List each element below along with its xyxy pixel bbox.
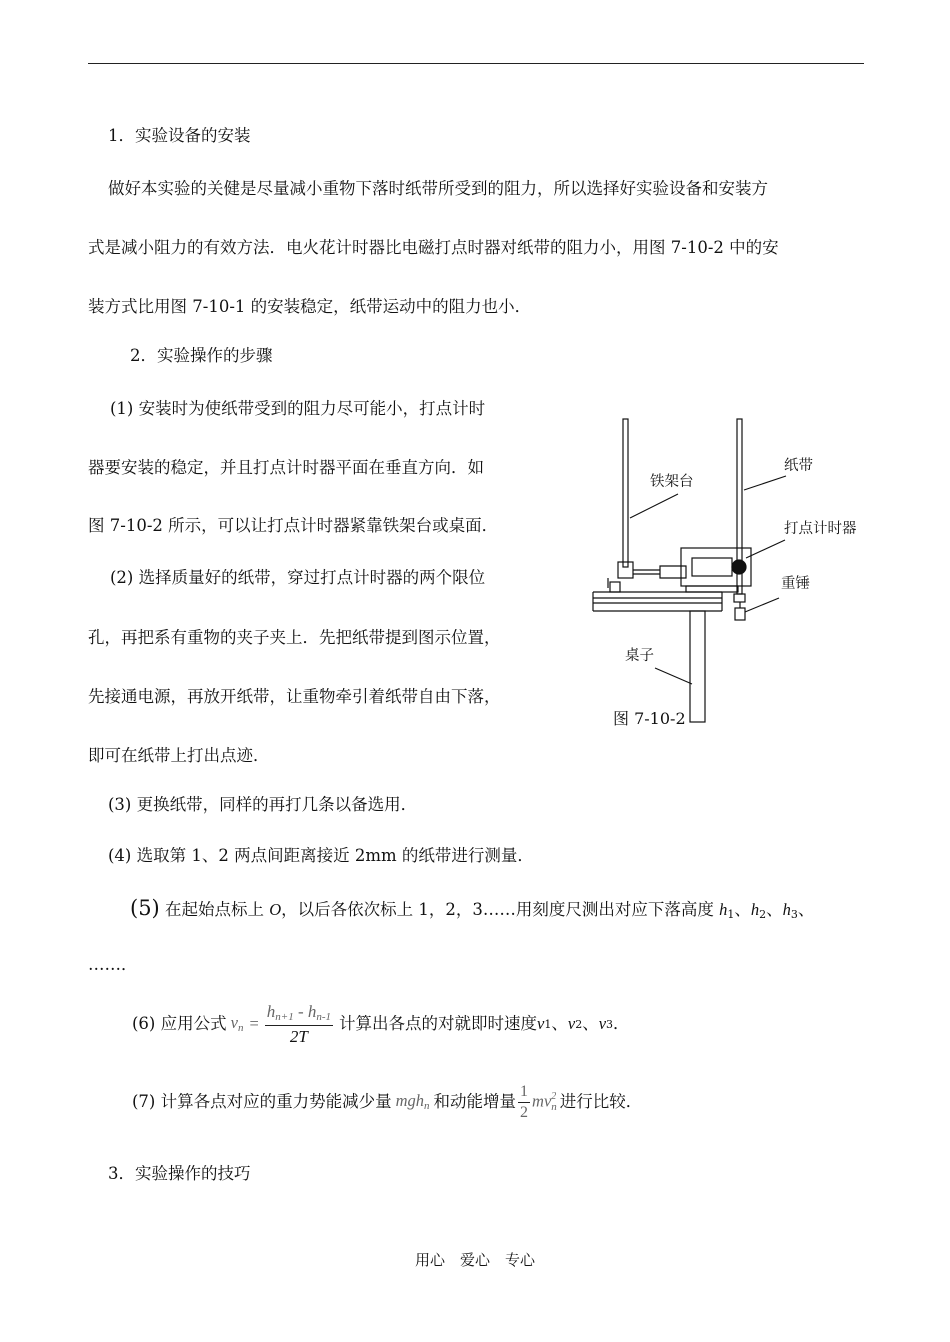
step-2-line-4: 即可在纸带上打出点迹． (88, 746, 270, 765)
step-5-h3-sub: 3 (790, 908, 798, 921)
step-5-h1: h (719, 900, 728, 919)
footer: 用心 爱心 专心 (414, 1251, 535, 1269)
v1-sub: 1 (544, 1017, 552, 1031)
step-2-line-2: 孔，再把系有重物的夹子夹上．先把纸带提到图示位置， (88, 628, 501, 647)
para-1-line-2: 式是减小阻力的有效方法．电火花计时器比电磁打点时器对纸带的阻力小，用图 7-10-2 中的安 (88, 238, 779, 257)
v3-sub: 3 (606, 1017, 614, 1031)
stand-right (734, 419, 745, 620)
step-1-line-3: 图 7-10-2 所示，可以让打点计时器紧靠铁架台或桌面． (88, 516, 499, 535)
mv-term: mv 2 n (532, 1091, 557, 1113)
step-5-h3: h (782, 900, 791, 919)
para-1-line-3: 装方式比用图 7-10-1 的安装稳定，纸带运动中的阻力也小． (88, 297, 532, 316)
sep: 、 (797, 900, 815, 919)
v2-sub: 2 (575, 1017, 583, 1031)
heading-3: 3．实验操作的技巧 (108, 1164, 251, 1183)
step-5-label: (5) (130, 896, 160, 920)
sep: 、 (551, 1013, 568, 1033)
label-timer: 打点计时器 (784, 521, 857, 537)
step-5-line-2: ……． (88, 955, 138, 974)
para-1-line-1: 做好本实验的关健是尽量减小重物下落时纸带所受到的阻力，所以选择好实验设备和安装方 (108, 179, 768, 198)
stand-left (608, 419, 686, 588)
label-stand: 铁架台 (650, 474, 694, 490)
step-6-label: (6) 应用公式 (132, 1013, 227, 1033)
v3: v (598, 1013, 607, 1033)
v1: v (537, 1013, 545, 1033)
step-7-label: (7) 计算各点对应的重力势能减少量 (132, 1092, 392, 1112)
sep: 、 (734, 900, 751, 919)
step-2-line-1: (2) 选择质量好的纸带，穿过打点计时器的两个限位 (110, 568, 486, 587)
step-6-text: 计算出各点的对就即时速度 (339, 1013, 538, 1033)
formula-eq: = (249, 1013, 259, 1033)
label-weight: 重锤 (781, 576, 810, 592)
step-2-line-3: 先接通电源，再放开纸带，让重物牵引着纸带自由下落， (88, 687, 501, 706)
end: ． (613, 1013, 630, 1033)
half-fraction: $\frac{1}{2}$ (520, 1083, 529, 1121)
table (593, 582, 722, 722)
step-3: (3) 更换纸带，同样的再打几条以备选用． (108, 795, 418, 814)
step-1-line-2: 器要安装的稳定，并且打点计时器平面在垂直方向．如 (88, 458, 484, 477)
label-table: 桌子 (625, 648, 654, 664)
timer-body (681, 548, 751, 592)
step-5-h2: h (750, 900, 760, 919)
label-tape: 纸带 (784, 458, 813, 474)
formula-fraction: $\frac{h_{n+1} - h_{n-1}}{2T}$ (266, 1002, 332, 1046)
figure-caption: 图 7-10-2 (613, 709, 686, 728)
formula-v: $v_n$ (230, 1012, 244, 1034)
step-5-origin: O (269, 900, 282, 919)
heading-2: 2．实验操作的步骤 (130, 346, 273, 365)
step-5-h1-sub: 1 (727, 908, 735, 921)
step-5-h2-sub: 2 (759, 908, 767, 921)
step-5-text-a: 在起始点标上 (159, 900, 270, 919)
heading-1: 1．实验设备的安装 (108, 126, 251, 145)
sep: 、 (582, 1013, 599, 1033)
step-7-mid: 和动能增量 (433, 1092, 517, 1112)
step-1-line-1: (1) 安装时为使纸带受到的阻力尽可能小，打点计时 (110, 399, 486, 418)
sep: 、 (766, 900, 783, 919)
mgh-term: mgh$_n$ (395, 1091, 430, 1112)
step-5-text-b: ，以后各依次标上 1，2，3……用刻度尺测出对应下落高度 (281, 900, 720, 919)
v2: v (567, 1013, 576, 1033)
step-4: (4) 选取第 1、2 两点间距离接近 2mm 的纸带进行测量． (108, 846, 534, 865)
step-7-end: 进行比较． (559, 1092, 643, 1112)
